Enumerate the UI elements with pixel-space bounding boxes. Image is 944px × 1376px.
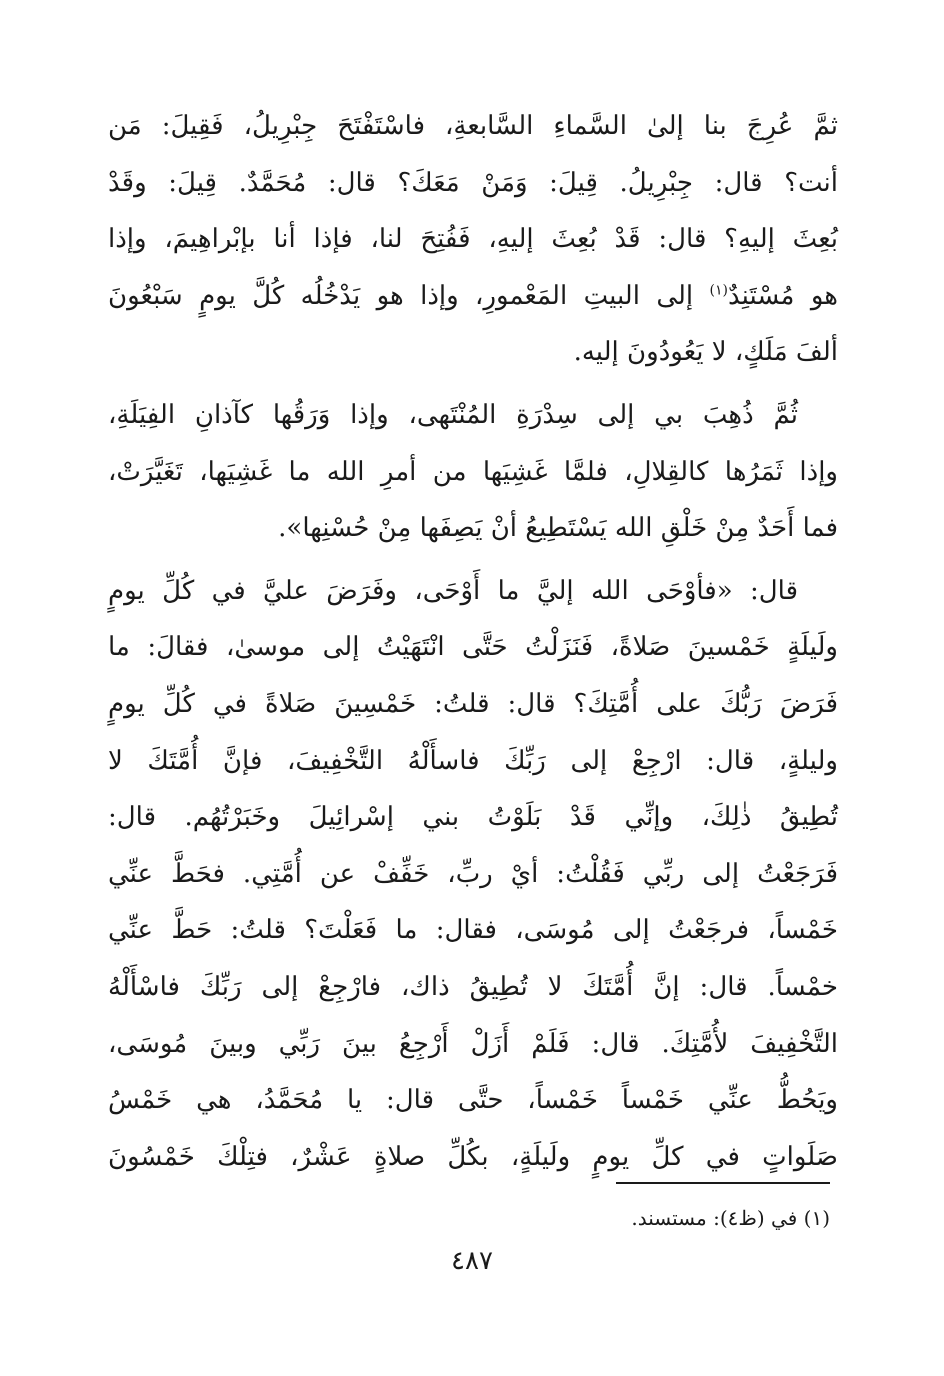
text-line: خمْساً. قال: إنَّ أُمَّتَكَ لا تُطِيقُ ذاك، فارْجِعْ إلى رَبِّكَ فاسْأَلْهُ — [108, 971, 838, 1002]
text-line: تُطِيقُ ذٰلِكَ، وإنِّي قَدْ بَلَوْتُ بني إسْرائِيلَ وخَبَرْتُهُم. قال: — [108, 802, 838, 833]
text-line: فَرَضَ رَبُّكَ على أُمَّتِكَ؟ قال: قلتُ: خَمْسِينَ صَلاةً في كُلِّ يومٍ — [108, 688, 838, 719]
text-line-start: هو مُسْتَنِدٌ — [728, 280, 838, 311]
paragraph-3 — [108, 563, 838, 1186]
text-line-end: إلى البيتِ المَعْمورِ، وإذا هو يَدْخُلُه كُلَّ يومٍ سَبْعُونَ — [108, 280, 710, 311]
main-text — [108, 98, 838, 1185]
paragraph-1 — [108, 98, 838, 381]
text-line: قال: «فأوْحَى الله إليَّ ما أَوْحَى، وفَرَضَ عليَّ في كُلِّ يومٍ — [108, 575, 798, 606]
text-line: ويَحُطُّ عنِّي خَمْساً خَمْساً، حتَّى قال: يا مُحَمَّدُ، هي خَمْسُ — [108, 1085, 838, 1116]
text-line: خَمْساً، فرجَعْتُ إلى مُوسَى، فقال: ما فَعَلْتَ؟ قلتُ: حَطَّ عنِّي — [108, 915, 838, 946]
text-line: فما أَحَدٌ مِنْ خَلْقِ الله يَسْتَطِيعُ أنْ يَصِفَها مِنْ حُسْنِها». — [278, 513, 838, 544]
text-line: ثُمَّ ذُهِبَ بي إلى سِدْرَةِ المُنْتَهى، وإذا وَرَقُها كآذانِ الفِيَلَةِ، — [108, 399, 798, 430]
text-line: التَّخْفِيفَ لأُمَّتِكَ. قال: فَلَمْ أَزَلْ أَرْجِعُ بينَ رَبِّي وبينَ مُوسَى، — [108, 1028, 838, 1059]
paragraph-2 — [108, 387, 838, 557]
text-line: ولَيلَةٍ خَمْسينَ صَلاةً، فَنَزَلْتُ حَتَّى انْتَهَيْتُ إلى موسىٰ، فقالَ: ما — [108, 632, 838, 663]
text-line: وليلةٍ، قال: ارْجِعْ إلى رَبِّكَ فاسأَلْهُ التَّخْفِيفَ، فإنَّ أُمَّتَكَ لا — [108, 745, 838, 776]
text-line: فَرَجَعْتُ إلى ربِّي فَقُلْتُ: أيْ ربِّ، خَفِّفْ عن أُمَّتِي. فحَطَّ عنِّي — [108, 858, 838, 889]
text-line: وإذا ثَمَرُها كالقِلالِ، فلمَّا غَشِيَها من أمرِ الله ما غَشِيَها، تَغَيَّرَتْ، — [108, 456, 838, 487]
page-number: ٤٨٧ — [451, 1246, 493, 1276]
footnote: (١) في (ظ٤): مستسند. — [631, 1206, 830, 1230]
text-line: ثمَّ عُرِجَ بنا إلىٰ السَّماءِ السَّابعةِ، فاسْتَفْتَحَ جِبْرِيلُ، فَقِيلَ: مَن — [108, 111, 838, 141]
text-line — [108, 268, 838, 325]
footnote-ref: (١) — [709, 282, 728, 299]
text-line: ألفَ مَلَكٍ، لا يَعُودُونَ إليه. — [573, 337, 838, 368]
text-line: بُعِثَ إليهِ؟ قال: قَدْ بُعِثَ إليهِ، فَفُتِحَ لنا، فإذا أنا بإبْراهِيمَ، وإذا — [108, 224, 838, 255]
text-line: صَلَواتٍ في كلِّ يومٍ ولَيلَةٍ، بكُلِّ صلاةٍ عَشْرٌ، فتِلْكَ خَمْسُونَ — [108, 1141, 838, 1172]
footnote-divider — [616, 1182, 830, 1184]
text-line: أنت؟ قال: جِبْرِيلُ. قِيلَ: وَمَنْ مَعَكَ؟ قال: مُحَمَّدٌ. قِيلَ: وقَدْ — [108, 167, 838, 198]
